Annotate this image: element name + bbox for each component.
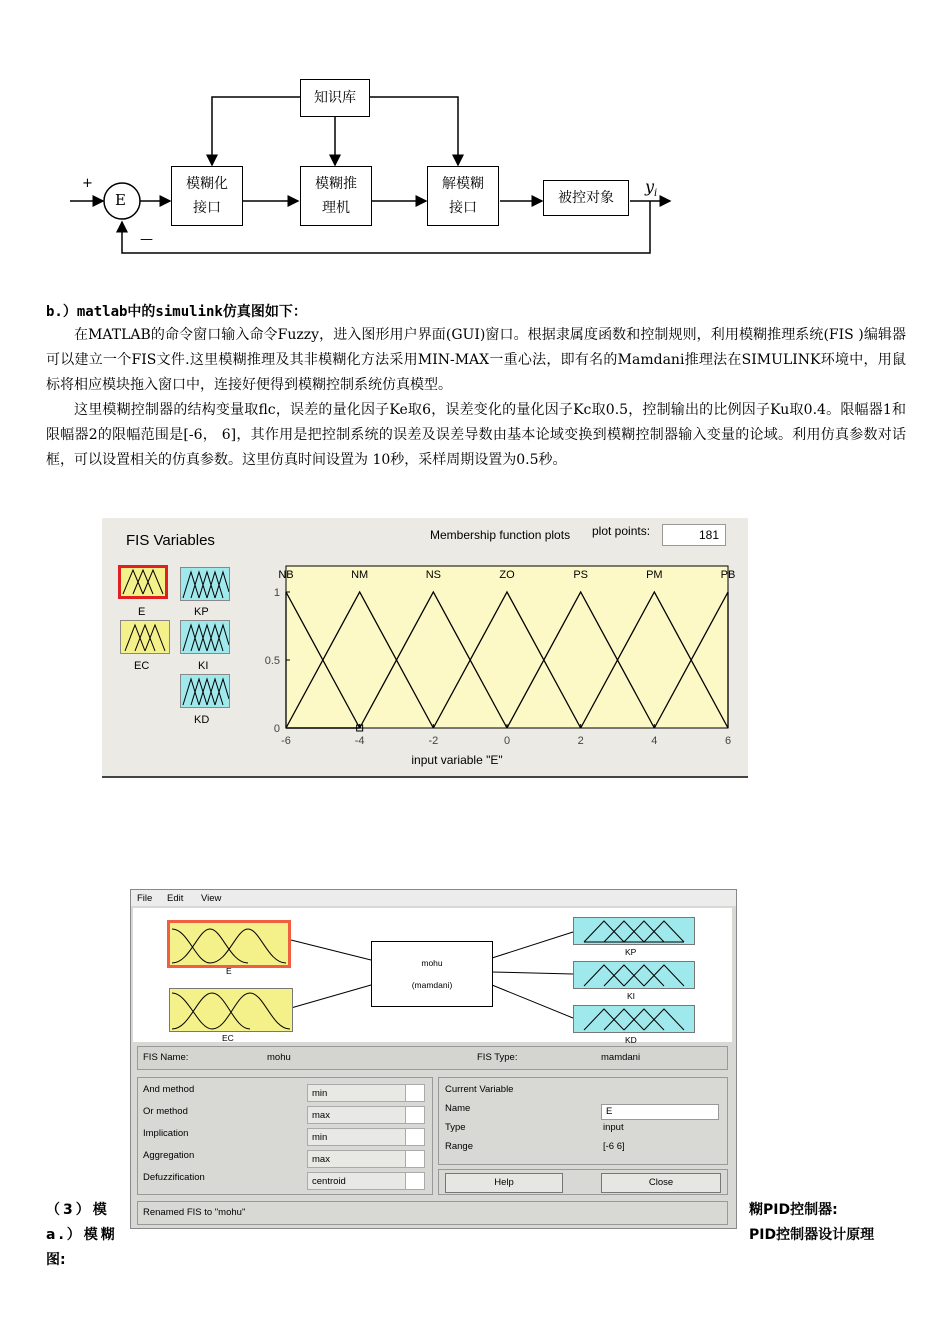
input-e-block[interactable] [167,920,291,968]
output-y: y [645,177,655,196]
output-kd-block[interactable] [573,1005,695,1033]
x-tick-label: -6 [281,735,291,747]
or-method-label: Or method [143,1106,188,1117]
output-kp-label: KP [625,947,637,957]
section-b-paragraph-1: 在MATLAB的命令窗口输入命令Fuzzy，进入图形用户界面(GUI)窗口。根据隶属度函数和控制规则，利用模糊推理系统(FIS )编辑器可以建立一个FIS文件.这里模糊推理及其非模糊化方法采用MIN-MAX一重心法，即有名的Mamdani推理法在SIMULINK环境中，用鼠标将相应模块拖入窗口中，连接好便得到模糊控制系统仿真模型。 [46,327,906,393]
bottom-left-line-2: a.）模糊 [46,1227,118,1243]
type-value: input [603,1122,624,1133]
sum-label: E [115,191,126,209]
fis-type-label: FIS Type: [477,1052,518,1063]
x-tick-label: 4 [651,735,658,747]
variable-kd-icon[interactable] [180,674,230,708]
and-method-select[interactable] [307,1084,425,1102]
menu-view[interactable]: View [201,893,222,904]
kb-right-line [370,97,458,165]
or-method-select[interactable] [307,1106,425,1124]
fis-center-block[interactable] [371,941,493,1007]
variable-ec-label: EC [134,660,150,672]
variable-e-label: E [138,606,146,618]
variable-ec-icon[interactable] [120,620,170,654]
fuzzify-label-1: 模糊化 [186,176,228,192]
mf-label-nm: NM [351,569,369,581]
input-e-label: E [226,966,232,976]
output-sub: i [654,188,658,200]
mf-label-pm: PM [646,569,663,581]
variable-ki-label: KI [198,660,209,672]
defuzzification-select[interactable] [307,1172,425,1190]
plot-points-input[interactable]: 181 [662,524,726,546]
status-text: Renamed FIS to "mohu" [143,1207,246,1218]
dropdown-arrow-icon [405,1151,424,1167]
output-kp-block[interactable] [573,917,695,945]
x-axis-label: input variable "E" [411,753,503,767]
knowledge-base-block [300,79,370,117]
mf-label-nb: NB [278,569,294,581]
defuzzify-label-2: 接口 [449,200,477,216]
implication-value: min [312,1132,328,1143]
input-ec-label: EC [222,1033,234,1043]
dropdown-arrow-icon [405,1129,424,1145]
aggregation-label: Aggregation [143,1150,195,1161]
aggregation-value: max [312,1154,330,1165]
fis-type-value: mamdani [601,1052,641,1063]
output-ki-label: KI [627,991,636,1001]
minus-sign: — [140,232,153,247]
mf-label-ns: NS [425,569,441,581]
bottom-right-line-2: PID控制器设计原理 [749,1227,875,1243]
plot-title: Membership function plots [430,528,571,542]
membership-function-editor [102,518,748,778]
x-tick-label: 6 [724,735,732,747]
defuzzify-block [427,166,499,226]
output-kd-label: KD [625,1035,637,1045]
implication-label: Implication [143,1128,189,1139]
y-tick-label: 0.5 [264,655,280,667]
fis-center-name: mohu [421,958,443,968]
bottom-right-line-1: 糊PID控制器: [749,1202,838,1218]
control-block-diagram [60,70,700,270]
plus-sign: + [82,176,93,191]
or-method-value: max [312,1110,330,1121]
and-method-label: And method [143,1084,195,1095]
inference-label-1: 模糊推 [315,176,357,192]
fis-editor-window [130,889,737,1229]
y-tick-label: 0 [273,723,280,735]
menu-file[interactable]: File [137,893,153,904]
fis-center-type: (mamdani) [411,980,453,990]
bottom-left-line-3: 图: [46,1252,66,1268]
close-button[interactable]: Close [601,1173,721,1193]
dropdown-arrow-icon [405,1085,424,1101]
fis-name-label: FIS Name: [143,1052,189,1063]
fuzzify-label-2: 接口 [193,200,221,216]
menu-edit[interactable]: Edit [167,893,184,904]
dropdown-arrow-icon [405,1173,424,1189]
mf-label-ps: PS [573,569,589,581]
x-tick-label: 2 [577,735,584,747]
dropdown-arrow-icon [405,1107,424,1123]
y-tick-label: 1 [273,587,280,599]
defuzzification-label: Defuzzification [143,1172,205,1183]
current-variable-title: Current Variable [445,1084,514,1095]
section-b-heading: b.）matlab中的simulink仿真图如下： [46,304,307,320]
variable-ki-icon[interactable] [180,620,230,654]
mf-label-pb: PB [720,569,736,581]
mf-label-zo: ZO [499,569,515,581]
x-tick-label: -2 [428,735,439,747]
output-label [645,177,657,199]
plot-area [286,566,728,728]
inference-block [300,166,372,226]
kb-left-line [212,97,300,165]
range-label: Range [445,1141,473,1152]
type-label: Type [445,1122,466,1133]
plot-points-label: plot points: [592,524,651,538]
bottom-left-line-1: （3）模 [46,1202,110,1218]
defuzzify-label-1: 解模糊 [442,176,484,192]
and-method-value: min [312,1088,328,1099]
fuzzify-block [171,166,243,226]
knowledge-base-label: 知识库 [314,90,356,106]
aggregation-select[interactable] [307,1150,425,1168]
range-value: [-6 6] [603,1141,625,1152]
inference-label-2: 理机 [322,200,350,216]
x-tick-label: -4 [354,735,365,747]
fis-name-value: mohu [267,1052,291,1063]
output-ki-block[interactable] [573,961,695,989]
variable-name-input[interactable]: E [601,1104,719,1120]
name-label: Name [445,1103,471,1114]
variable-kp-icon[interactable] [180,567,230,601]
membership-function-chart [262,558,748,776]
section-b-paragraph-2: 这里模糊控制器的结构变量取flc，误差的量化因子Ke取6，误差变化的量化因子Kc取0.5，控制输出的比例因子Ku取0.4。限幅器1和限幅器2的限幅范围是[-6， 6]，其作用是把控制系统的误差及误差导数由基本论域变换到模糊控制器输入变量的论域。利用仿真参数对话框，可以设置相关的仿真参数。这里仿真时间设置为 10秒，采样周期设置为0.5秒。 [46,402,906,468]
implication-select[interactable] [307,1128,425,1146]
variable-e-icon[interactable] [118,565,168,599]
x-tick-label: 0 [503,735,511,747]
input-ec-block[interactable] [169,988,293,1032]
fis-variables-title: FIS Variables [126,532,215,549]
plant-label: 被控对象 [558,190,614,206]
defuzzification-value: centroid [312,1176,346,1187]
variable-kp-label: KP [194,606,209,618]
help-button[interactable]: Help [445,1173,563,1193]
variable-kd-label: KD [194,714,210,726]
plant-block [543,180,629,216]
